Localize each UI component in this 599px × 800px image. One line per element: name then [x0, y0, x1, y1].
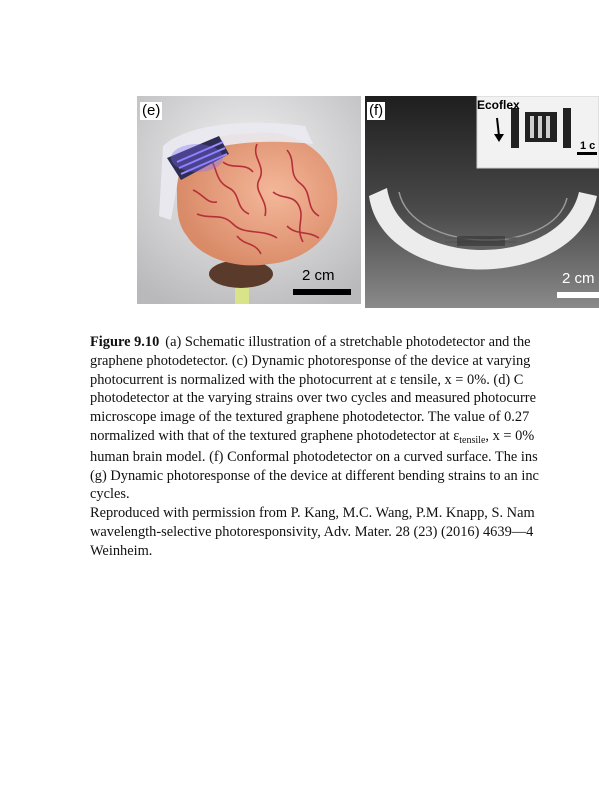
caption-line-8: (g) Dynamic photoresponse of the device at different bending strains to an inc [90, 467, 539, 484]
caption-line-5: microscope image of the textured graphene photodetector. The value of 0.27 [90, 409, 530, 426]
scale-label-f: 2 cm [562, 270, 595, 287]
caption-line-7: human brain model. (f) Conformal photodetector on a curved surface. The ins [90, 448, 538, 465]
inset-scale-label: 1 c [580, 140, 596, 152]
panel-label-f: (f) [369, 102, 384, 119]
caption-line-3: photocurrent is normalized with the photocurrent at ε tensile, x = 0%. (d) C [90, 371, 524, 388]
scale-bar-f [557, 292, 599, 298]
caption-line-9: cycles. [90, 486, 130, 503]
inset-label-ecoflex: Ecoflex [477, 98, 520, 112]
panel-label-e: (e) [142, 102, 161, 119]
caption-line-2: graphene photodetector. (c) Dynamic photoresponse of the device at varying [90, 352, 531, 369]
caption-line-6: normalized with that of the textured graphene photodetector at $\varepsilon_{tensile}$, x = 0% [90, 427, 535, 446]
caption-line-1: Figure 9.10 (a) Schematic illustration of a stretchable photodetector and the [90, 334, 531, 350]
figure-panel-f [365, 96, 599, 308]
scale-bar-e [293, 289, 351, 295]
caption-line-12: Weinheim. [90, 542, 153, 559]
scale-label-e: 2 cm [302, 267, 335, 284]
figure-label: Figure 9.10 [90, 334, 160, 350]
caption-line-11: wavelength-selective photoresponsivity, Adv. Mater. 28 (23) (2016) 4639—4 [90, 523, 534, 540]
figure-panel-e [137, 96, 361, 304]
caption-line-4: photodetector at the varying strains over two cycles and measured photocurre [90, 390, 536, 407]
caption-line-10: Reproduced with permission from P. Kang, M.C. Wang, P.M. Knapp, S. Nam [90, 505, 535, 522]
figure-caption [90, 333, 599, 561]
